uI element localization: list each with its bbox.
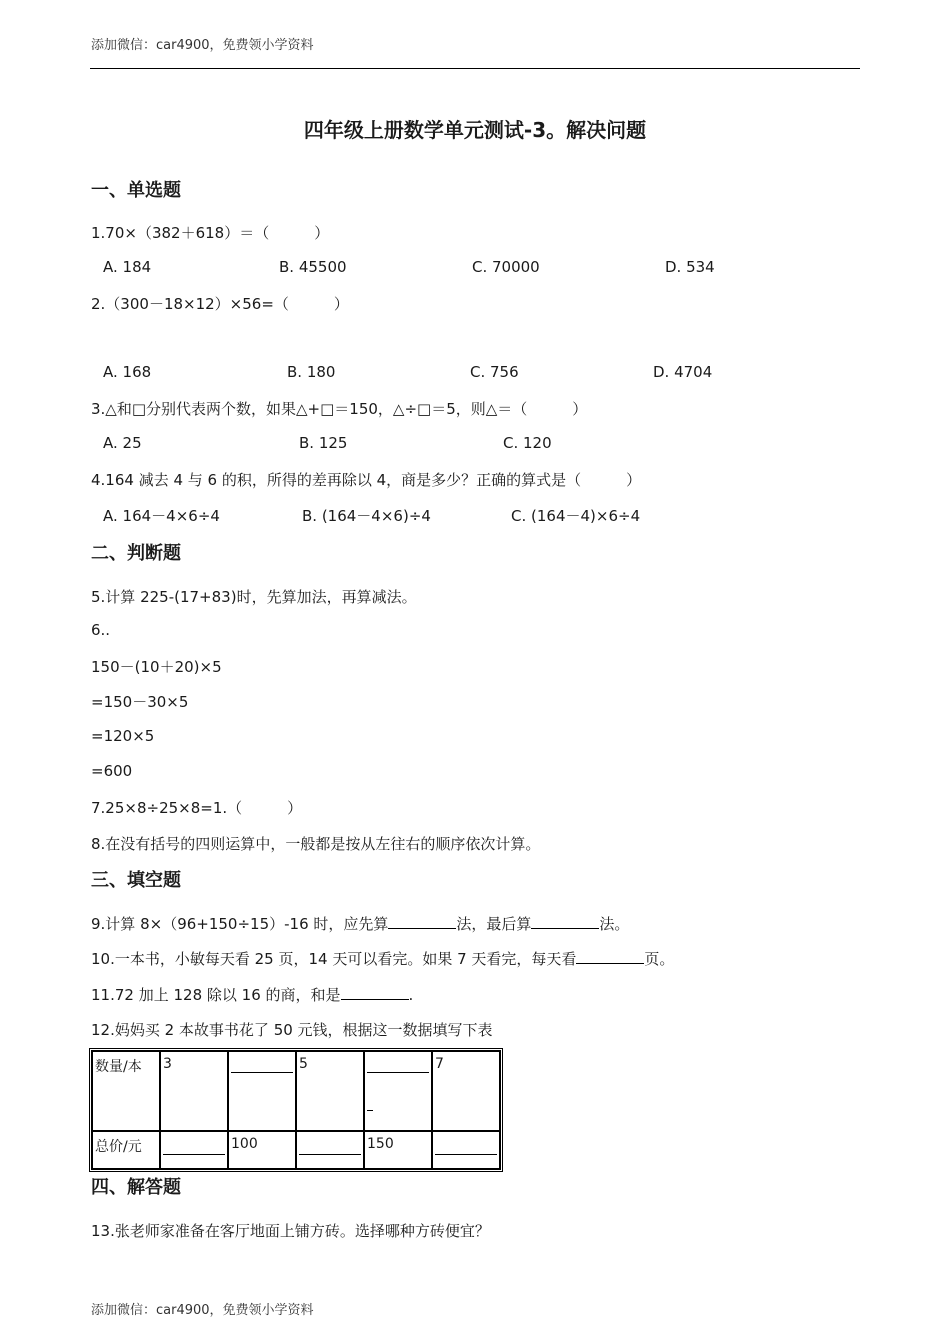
total-blank-5 <box>435 1154 497 1155</box>
q6-line-1: 150－(10＋20)×5 <box>91 658 222 676</box>
row-label-quantity: 数量/本 <box>95 1059 142 1075</box>
question-3: 3.△和□分别代表两个数，如果△+□＝150，△÷□＝5，则△＝（ ） <box>91 400 588 418</box>
quantity-blank-4-tail <box>367 1110 373 1111</box>
q11-text-b: . <box>408 986 414 1004</box>
question-4: 4.164 减去 4 与 6 的积，所得的差再除以 4，商是多少？正确的算式是（ ） <box>91 471 642 489</box>
quantity-cell-5: 7 <box>435 1056 444 1072</box>
question-11 <box>91 984 413 1005</box>
q3-option-a: A. 25 <box>103 434 142 452</box>
section-true-false: 二、判断题 <box>91 543 181 564</box>
question-13: 13.张老师家准备在客厅地面上铺方砖。选择哪种方砖便宜？ <box>91 1222 490 1240</box>
table-cell <box>296 1051 364 1131</box>
q1-option-b: B. 45500 <box>279 258 347 276</box>
question-7: 7.25×8÷25×8=1.（ ） <box>91 799 303 817</box>
table-cell <box>364 1051 432 1131</box>
table-cell <box>432 1131 500 1169</box>
header-rule <box>90 68 860 69</box>
section-solve: 四、解答题 <box>91 1177 181 1198</box>
total-blank-3 <box>299 1154 361 1155</box>
q2-option-b: B. 180 <box>287 363 336 381</box>
table-cell <box>228 1131 296 1169</box>
q4-option-c: C. (164－4)×6÷4 <box>511 507 641 525</box>
q9-text-a: 9.计算 8×（96+150÷15）-16 时，应先算 <box>91 915 389 933</box>
quantity-blank-4 <box>367 1072 429 1073</box>
q9-text-b: 法，最后算 <box>456 915 532 933</box>
table-cell <box>92 1051 160 1131</box>
total-cell-2: 100 <box>231 1136 258 1152</box>
q10-blank <box>576 949 644 964</box>
q1-option-a: A. 184 <box>103 258 152 276</box>
q1-option-c: C. 70000 <box>472 258 540 276</box>
q3-option-c: C. 120 <box>503 434 552 452</box>
q6-line-4: =600 <box>91 762 133 780</box>
table-cell <box>432 1051 500 1131</box>
q2-option-c: C. 756 <box>470 363 519 381</box>
q10-text-a: 10.一本书，小敏每天看 25 页，14 天可以看完。如果 7 天看完，每天看 <box>91 950 577 968</box>
table-cell <box>160 1131 228 1169</box>
question-2: 2.（300－18×12）×56=（ ） <box>91 295 349 313</box>
table-cell <box>92 1131 160 1169</box>
total-blank-1 <box>163 1154 225 1155</box>
price-table <box>89 1048 503 1172</box>
q10-text-b: 页。 <box>644 950 675 968</box>
question-5: 5.计算 225-(17+83)时，先算加法，再算减法。 <box>91 588 417 606</box>
table-row <box>92 1051 500 1131</box>
quantity-cell-1: 3 <box>163 1056 172 1072</box>
q3-option-b: B. 125 <box>299 434 348 452</box>
table-cell <box>364 1131 432 1169</box>
header-note: 添加微信：car4900，免费领小学资料 <box>91 38 314 53</box>
q9-text-c: 法。 <box>599 915 630 933</box>
quantity-cell-3: 5 <box>299 1056 308 1072</box>
q11-blank <box>341 985 409 1000</box>
quantity-blank-2 <box>231 1072 293 1073</box>
table-cell <box>296 1131 364 1169</box>
q2-option-d: D. 4704 <box>653 363 713 381</box>
q1-option-d: D. 534 <box>665 258 715 276</box>
question-6-label: 6.. <box>91 621 111 639</box>
row-label-total: 总价/元 <box>95 1139 142 1155</box>
q6-line-2: =150－30×5 <box>91 693 189 711</box>
total-cell-4: 150 <box>367 1136 394 1152</box>
section-single-choice: 一、单选题 <box>91 180 181 201</box>
footer-note: 添加微信：car4900，免费领小学资料 <box>91 1303 314 1318</box>
question-9 <box>91 913 629 934</box>
q9-blank-2 <box>531 914 599 929</box>
q11-text-a: 11.72 加上 128 除以 16 的商，和是 <box>91 986 341 1004</box>
q2-option-a: A. 168 <box>103 363 152 381</box>
q6-line-3: =120×5 <box>91 727 155 745</box>
q4-option-a: A. 164－4×6÷4 <box>103 507 220 525</box>
table-cell <box>228 1051 296 1131</box>
table-row <box>92 1131 500 1169</box>
q4-option-b: B. (164－4×6)÷4 <box>302 507 431 525</box>
question-12: 12.妈妈买 2 本故事书花了 50 元钱，根据这一数据填写下表 <box>91 1021 493 1039</box>
q9-blank-1 <box>388 914 456 929</box>
question-10 <box>91 948 674 969</box>
question-8: 8.在没有括号的四则运算中，一般都是按从左往右的顺序依次计算。 <box>91 835 541 853</box>
page-title: 四年级上册数学单元测试-3。解决问题 <box>303 118 647 142</box>
table-cell <box>160 1051 228 1131</box>
question-1: 1.70×（382＋618）＝（ ） <box>91 224 330 242</box>
section-fill-blank: 三、填空题 <box>91 870 181 891</box>
